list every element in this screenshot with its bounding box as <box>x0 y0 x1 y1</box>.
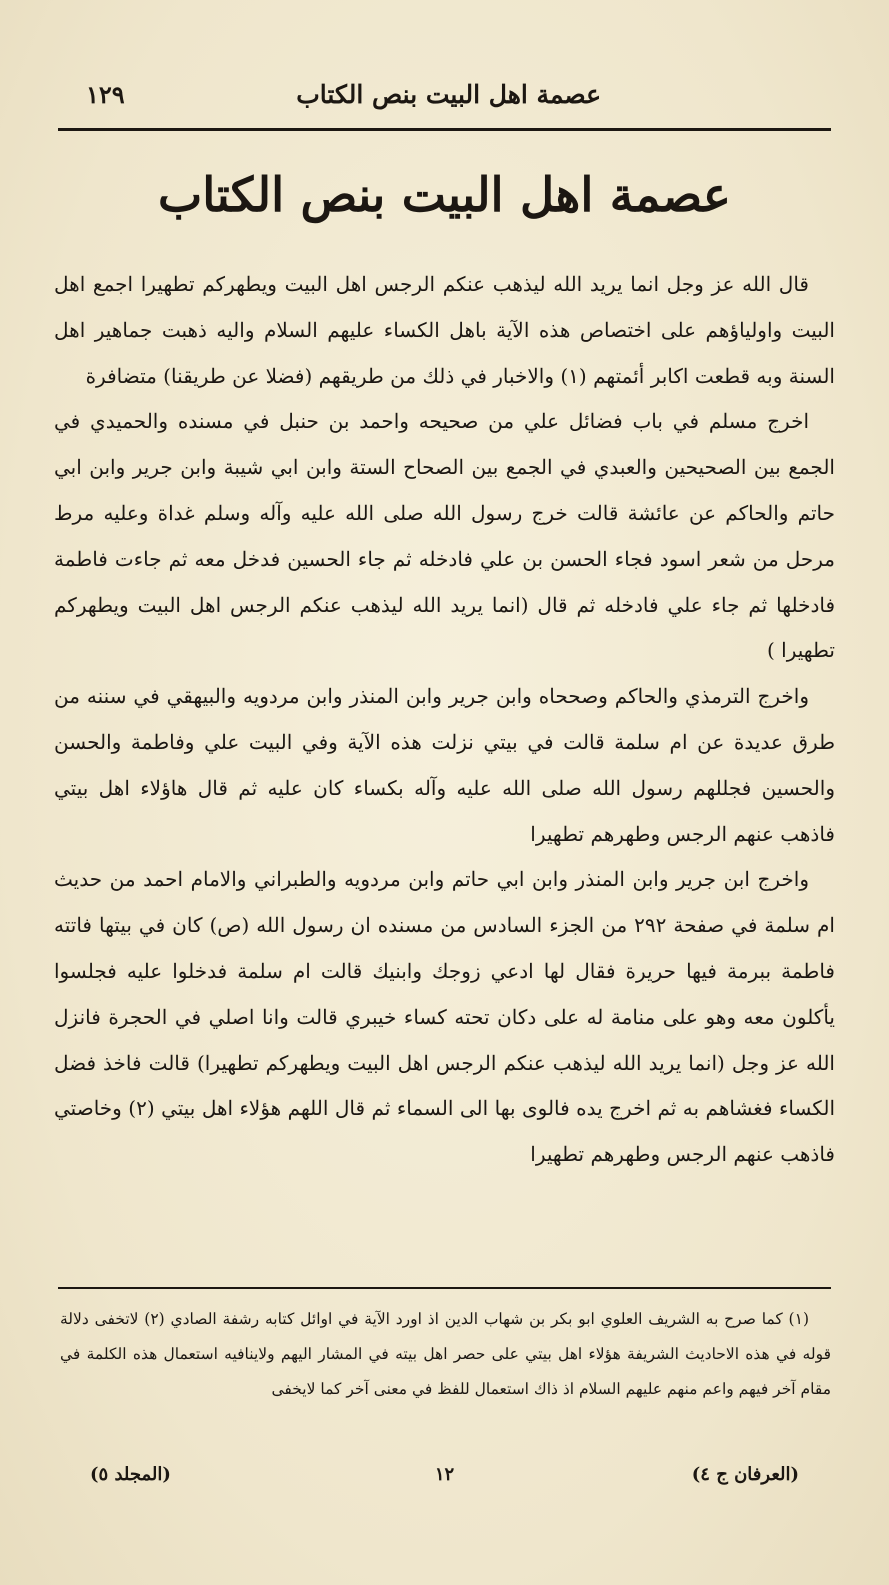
footnotes <box>60 1302 831 1407</box>
paragraph: اخرج مسلم في باب فضائل علي من صحيحه واحمد بن حنبل في مسنده والحميدي في الجمع بين الصحيحين والعبدي في الجمع بين الصحاح الستة وابن ابي شيبة وابن جرير وابن ابي حاتم والحاكم عن عائشة قالت خرج رسول الله صلى الله عليه وآله وسلم غداة وعليه مرط مرحل من شعر اسود فجاء الحسن بن علي فادخله ثم جاء الحسين فدخل معه ثم جاءت فاطمة فادخلها ثم جاء علي فادخله ثم قال (انما يريد الله ليذهب عنكم الرجس اهل البيت ويطهركم تطهيرا ) <box>54 409 835 663</box>
footer-volume: (المجلد ٥) <box>90 1464 171 1485</box>
footer-journal: (العرفان ج ٤) <box>691 1464 799 1485</box>
article-title: عصمة اهل البيت بنص الكتاب <box>158 168 731 223</box>
footnote: (١) كما صرح به الشريف العلوي ابو بكر بن شهاب الدين اذ اورد الآية في اوائل كتابه رشفة الصادي (٢) لاتخفى دلالة قوله في هذه الاحاديث الشريفة هؤلاء اهل بيتي على حصر اهل بيته في المشار اليهم ولاينافيه استعمال هذه الكلمة في مقام آخر فيهم واعم منهم عليهم السلام اذ ذاك استعمال للفظ في معنى آخر كما لايخفى <box>60 1310 831 1398</box>
page-number: ١٢٩ <box>86 80 125 109</box>
article-body <box>54 262 835 1178</box>
footnote-rule <box>58 1287 831 1289</box>
page-footer <box>90 1464 799 1494</box>
header-rule <box>58 128 831 131</box>
running-title: عصمة اهل البيت بنص الكتاب <box>296 80 601 109</box>
running-head <box>58 78 831 122</box>
paragraph: واخرج الترمذي والحاكم وصححاه وابن جرير وابن المنذر وابن مردويه والبيهقي في سننه من طرق عديدة عن ام سلمة قالت في بيتي نزلت هذه الآية وفي البيت علي وفاطمة والحسن والحسين فجللهم رسول الله صلى الله عليه وآله بكساء كان عليه ثم قال هاؤلاء اهل بيتي فاذهب عنهم الرجس وطهرهم تطهيرا <box>54 684 836 846</box>
footer-signature-number: ١٢ <box>434 1464 455 1485</box>
paragraph: قال الله عز وجل انما يريد الله ليذهب عنكم الرجس اهل البيت ويطهركم تطهيرا اجمع اهل البيت واولياؤهم على اختصاص هذه الآية باهل الكساء عليهم السلام واليه ذهبت جماهير اهل السنة وبه قطعت اكابر أئمتهم (١) والاخبار في ذلك من طريقهم (فضلا عن طريقنا) متضافرة <box>54 272 835 388</box>
paragraph: واخرج ابن جرير وابن المنذر وابن ابي حاتم وابن مردويه والطبراني والامام احمد من حديث ام سلمة في صفحة ٢٩٢ من الجزء السادس من مسنده ان رسول الله (ص) كان في بيتها فاتته فاطمة ببرمة فيها حريرة فقال لها ادعي زوجك وابنيك قالت ام سلمة فدخلوا عليه فجلسوا يأكلون معه وهو على منامة له على دكان تحته كساء خيبري قالت وانا اصلي في الحجرة فانزل الله عز وجل (انما يريد الله ليذهب عنكم الرجس اهل البيت ويطهركم تطهيرا) قالت فاخذ فضل الكساء فغشاهم به ثم اخرج يده فالوى بها الى السماء ثم قال اللهم هؤلاء اهل بيتي (٢) وخاصتي فاذهب عنهم الرجس وطهرهم تطهيرا <box>54 867 835 1167</box>
